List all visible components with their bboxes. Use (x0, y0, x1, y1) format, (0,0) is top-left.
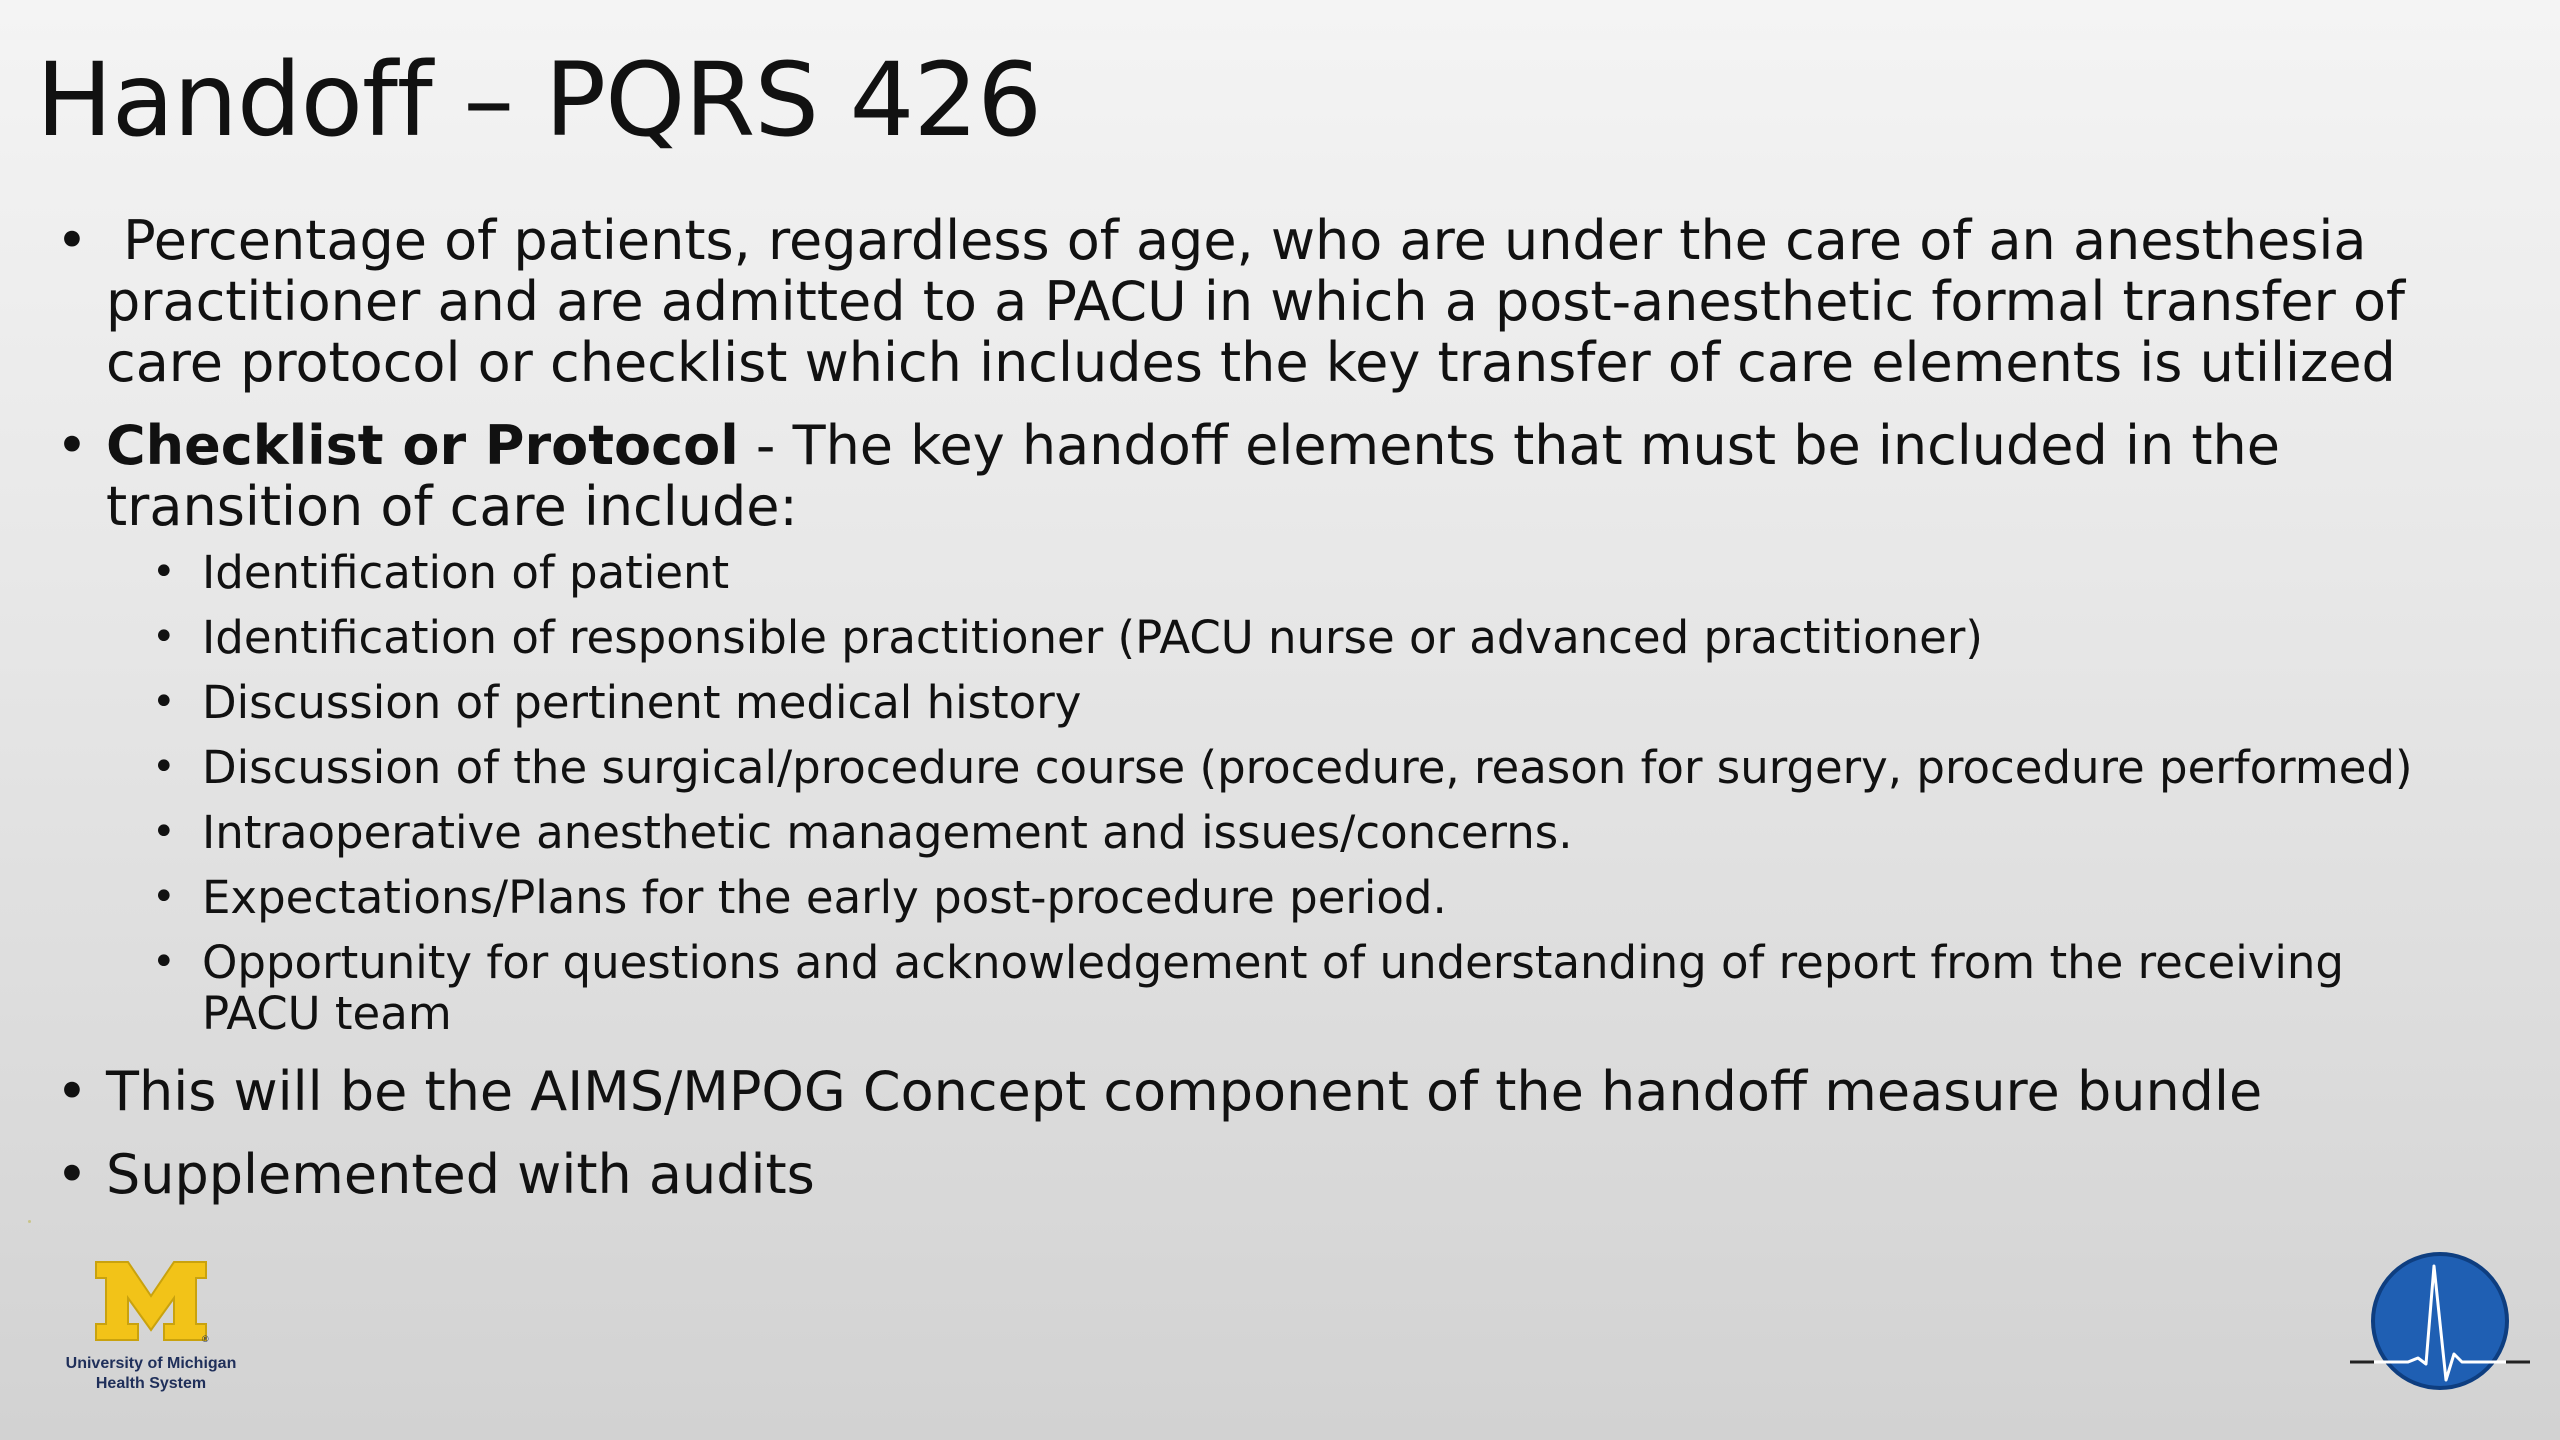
bullet-text: - The key handoff elements that must be included in the transition of care include: (106, 414, 2298, 538)
sub-bullet-text: Intraoperative anesthetic management and issues/concerns. (202, 806, 1573, 859)
bullet-marker: • (56, 414, 88, 477)
logo-caption (56, 1354, 246, 1394)
sub-bullet-text: Identification of responsible practitioner (PACU nurse or advanced practitioner) (202, 611, 1983, 664)
bullet-list (56, 210, 2456, 1205)
sub-bullet-text: Discussion of pertinent medical history (202, 676, 1082, 729)
bullet-text: Supplemented with audits (106, 1143, 815, 1206)
bullet-bold-heading: Checklist or Protocol (106, 414, 739, 477)
bullet-text: This will be the AIMS/MPOG Concept component of the handoff measure bundle (106, 1060, 2263, 1123)
slide-title: Handoff – PQRS 426 (36, 41, 1042, 160)
bullet-text: Percentage of patients, regardless of age, who are under the care of an anesthesia practitioner and are admitted to a PACU in which a post-anesthetic formal transfer of care protocol or checklist which includes the key transfer of care elements is utilized (106, 209, 2423, 394)
bullet-item (56, 1061, 2456, 1122)
logo-caption-line2: Health System (95, 1375, 207, 1392)
svg-text:®: ® (202, 1334, 209, 1344)
sub-bullet-item (106, 872, 2456, 923)
sub-bullet-marker: • (152, 809, 176, 855)
bullet-marker: • (56, 209, 88, 272)
bullet-marker: • (56, 1060, 88, 1123)
sub-bullet-item (106, 937, 2456, 1039)
sub-bullet-text: Opportunity for questions and acknowledgement of understanding of report from the receiving PACU team (202, 936, 2344, 1040)
sub-bullet-text: Discussion of the surgical/procedure course (procedure, reason for surgery, procedure performed) (202, 741, 2413, 794)
sub-bullet-item (106, 547, 2456, 598)
sub-bullet-text: Expectations/Plans for the early post-procedure period. (202, 871, 1447, 924)
sub-bullet-item (106, 612, 2456, 663)
bullet-item (56, 1144, 2456, 1205)
sub-bullet-item (106, 677, 2456, 728)
sub-bullet-list (106, 547, 2456, 1039)
ecg-heartbeat-icon (2350, 1246, 2530, 1396)
sub-bullet-marker: • (152, 874, 176, 920)
bullet-item (56, 415, 2456, 1039)
stray-dot (28, 1220, 31, 1223)
sub-bullet-item (106, 742, 2456, 793)
sub-bullet-marker: • (152, 679, 176, 725)
slide-body (56, 210, 2456, 1227)
sub-bullet-marker: • (152, 939, 176, 985)
sub-bullet-item (106, 807, 2456, 858)
logo-caption-line1: University of Michigan (65, 1355, 237, 1372)
university-of-michigan-logo (56, 1258, 246, 1398)
bullet-item (56, 210, 2456, 393)
sub-bullet-marker: • (152, 744, 176, 790)
bullet-marker: • (56, 1143, 88, 1206)
sub-bullet-text: Identification of patient (202, 546, 730, 599)
block-m-icon (92, 1258, 210, 1344)
sub-bullet-marker: • (152, 549, 176, 595)
sub-bullet-marker: • (152, 614, 176, 660)
